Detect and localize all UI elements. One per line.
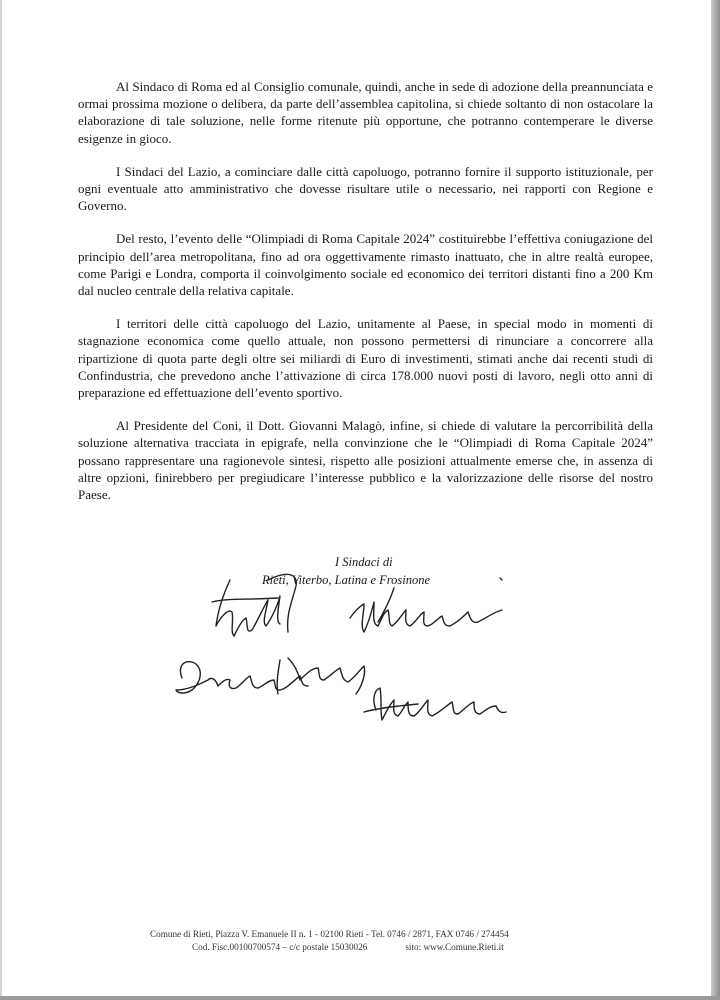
signature-frosinone [364, 688, 506, 720]
page-edge-right [711, 0, 720, 1000]
signature-viterbo [350, 588, 502, 632]
signature-block-title: I Sindaci di [335, 555, 393, 569]
page-edge-bottom [0, 996, 720, 1000]
letter-body [78, 78, 653, 519]
footer-fiscal-code: Cod. Fisc.00100700574 – c/c postale 15030026 [192, 942, 368, 952]
footer-address: Comune di Rieti, Piazza V. Emanuele II n. 1 - 02100 Rieti - Tel. 0746 / 2871, FAX 0746 / 274454 [150, 929, 509, 939]
signature-latina [176, 658, 365, 694]
signature-block-subtitle: Rieti, Viterbo, Latina e Frosinone [262, 573, 431, 587]
footer-fiscal-line [150, 941, 600, 954]
signature-dot [500, 578, 502, 580]
paragraph-3: Del resto, l’evento delle “Olimpiadi di Roma Capitale 2024” costituirebbe l’effettiva coniugazione del principio dell’area metropolitana, fino ad ora oggettivamente rimasto inattuato, che in altre realtà europee, come Parigi e Londra, comporta il coinvolgimento sociale ed economico dei territori distanti fino a 200 Km dal nucleo centrale della relativa capitale. [78, 231, 653, 299]
signature-rieti [212, 574, 296, 636]
paragraph-1: Al Sindaco di Roma ed al Consiglio comunale, quindi, anche in sede di adozione della preannunciata e ormai prossima mozione o delibera, da parte dell’assemblea capitolina, si chiede soltanto di non ostacolare la elaborazione di tale soluzione, nelle forme ritenute più opportune, che potranno contemperare le diverse esigenze in gioco. [78, 79, 653, 146]
page-footer [150, 928, 600, 954]
page-edge-left [0, 0, 2, 1000]
footer-website: sito: www.Comune.Rieti.it [405, 942, 504, 952]
paragraph-5: Al Presidente del Coni, il Dott. Giovanni Malagò, infine, si chiede di valutare la percorribilità della soluzione alternativa tracciata in epigrafe, nella convinzione che le “Olimpiadi di Roma Capitale 2024” possano rappresentare una ragionevole sintesi, rispetto alle posizioni attualmente emerse che, in assenza di altre opzioni, finirebbero per pregiudicare l’interesse pubblico e la valorizzazione delle risorse del nostro Paese. [78, 418, 653, 503]
paragraph-4: I territori delle città capoluogo del Lazio, unitamente al Paese, in special modo in momenti di stagnazione economica come quello attuale, non possono permettersi di rinunciare a concorrere alla ripartizione di quota parte degli oltre sei miliardi di Euro di investimenti, stimati anche dai recenti studi di Confindustria, che prevedono anche l’attivazione di circa 178.000 nuovi posti di lavoro, negli otto anni di preparazione ed effettuazione dell’evento sportivo. [78, 316, 653, 401]
handwritten-signatures [168, 540, 548, 740]
paragraph-2: I Sindaci del Lazio, a cominciare dalle città capoluogo, potranno fornire il supporto istituzionale, per ogni eventuale atto amministrativo che dovesse risultare utile o necessario, nei rapporti con Regione e Governo. [78, 163, 653, 214]
